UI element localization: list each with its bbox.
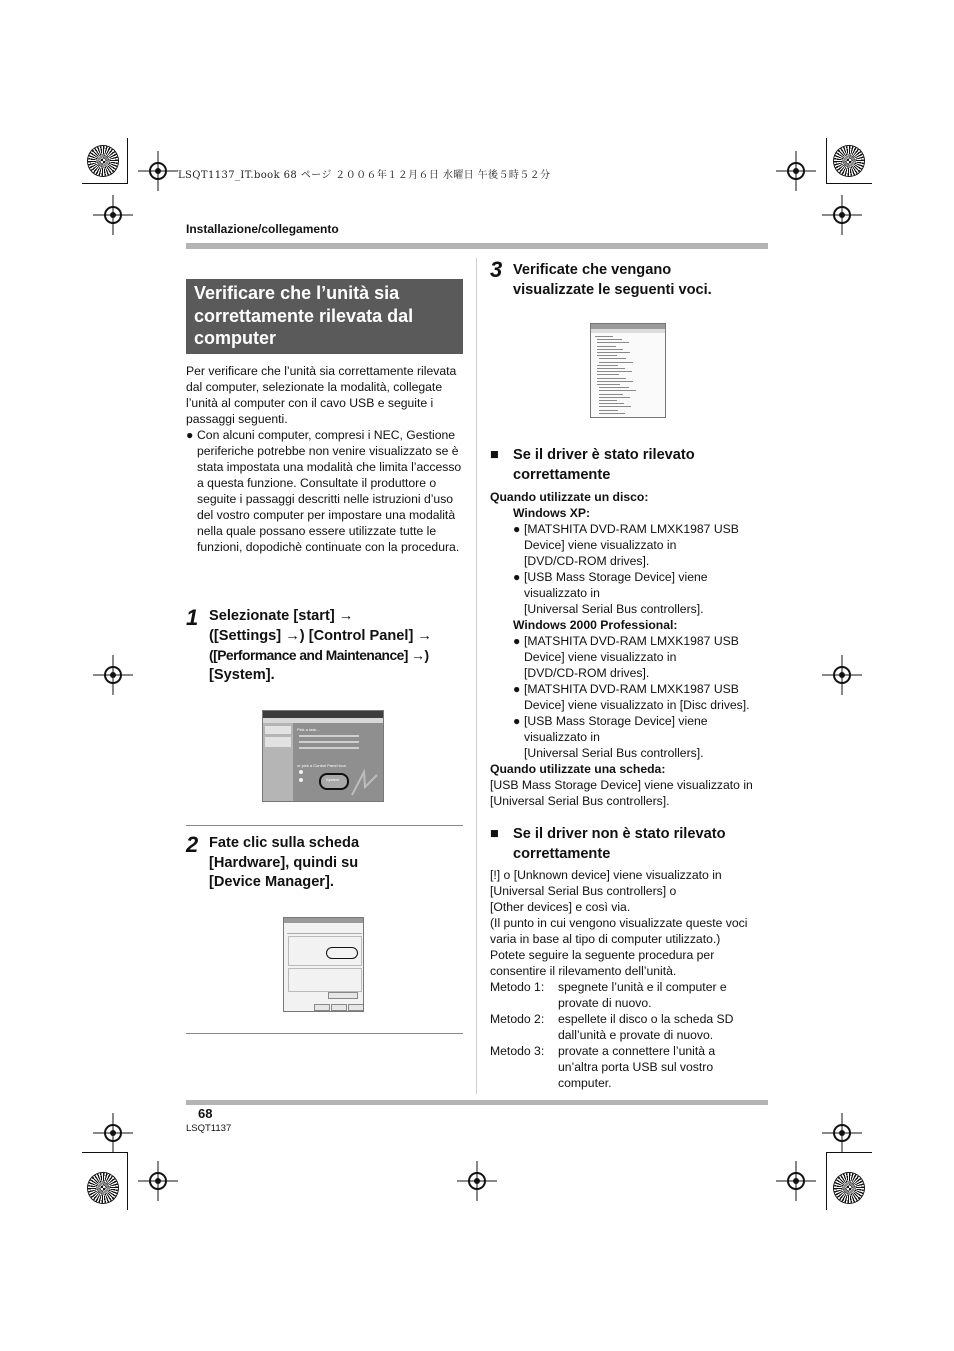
device-manager-screenshot: [590, 323, 666, 418]
list-line: [Universal Serial Bus controllers].: [524, 602, 704, 616]
note-bullet: [186, 427, 463, 555]
text-line: [USB Mass Storage Device] viene visualizzato in: [490, 778, 753, 792]
crosshair-icon: [138, 1161, 178, 1201]
list-item: [513, 521, 775, 569]
tree-line: [599, 397, 630, 398]
divider: [186, 825, 463, 826]
windows-2000-label: Windows 2000 Professional:: [513, 618, 678, 632]
text-line: [Universal Serial Bus controllers].: [490, 794, 670, 808]
list-line: [DVD/CD-ROM drives].: [524, 554, 650, 568]
method-line: computer.: [558, 1076, 612, 1090]
step-line: ([Performance and Maintenance] →): [209, 648, 429, 663]
column-divider: [476, 258, 477, 1094]
step-line: [Hardware], quindi su: [209, 854, 359, 871]
list-line: visualizzato in: [524, 730, 600, 744]
tree-line: [595, 336, 613, 337]
bullet-icon: ●: [513, 570, 521, 584]
crosshair-icon: [93, 1113, 133, 1153]
list-line: Device] viene visualizzato in [Disc drives].: [524, 698, 750, 712]
crosshair-icon: [822, 655, 862, 695]
method-line: un’altra porta USB sul vostro: [558, 1060, 714, 1074]
tree-line: [599, 394, 623, 395]
print-header: LSQT1137_IT.book 68 ページ ２００６年１２月６日 水曜日 午後５時５２分: [178, 170, 551, 181]
footer-rule: [186, 1100, 768, 1105]
xp-list: [513, 521, 775, 617]
intro-paragraph: Per verificare che l’unità sia correttamente rilevata dal computer, selezionate la modalità, collegate l’unità al computer con il cavo USB e seguite i passaggi seguenti.: [186, 364, 457, 426]
w2k-list: [513, 633, 775, 761]
screenshot-caption: System: [326, 777, 340, 782]
section-label: Installazione/collegamento: [186, 222, 339, 236]
list-line: [DVD/CD-ROM drives].: [524, 666, 650, 680]
bullet-icon: ●: [513, 522, 521, 536]
tree-line: [597, 374, 619, 375]
bullet-icon: ●: [513, 682, 521, 696]
list-line: [USB Mass Storage Device] viene: [524, 714, 708, 728]
crosshair-icon: [822, 195, 862, 235]
note-text: Con alcuni computer, compresi i NEC, Gestione periferiche potrebbe non venire visualizzato se è stata impostata una modalità che limita l’accesso a questa funzione. Consultate il produttore o seguite i passaggi descritti nelle istruzioni d’uso del vostro computer per impostare una modalità nella quale possano essere utilizzate tutte le funzioni, dopodichè continuate con la procedura.: [197, 428, 462, 554]
registration-rosette: [834, 146, 864, 176]
step-line: Selezionate [start] →: [209, 608, 354, 624]
text-line: [!] o [Unknown device] viene visualizzato in: [490, 868, 722, 882]
subheading-line: correttamente: [513, 845, 611, 862]
list-item: [513, 569, 775, 617]
crosshair-icon: [457, 1161, 497, 1201]
methods-list: [490, 979, 770, 1091]
square-bullet-icon: ■: [490, 826, 499, 842]
list-line: [MATSHITA DVD-RAM LMXK1987 USB: [524, 522, 739, 536]
method-line: provate di nuovo.: [558, 996, 652, 1010]
step-line: Verificate che vengano: [513, 262, 672, 278]
step-line: ([Settings] →) [Control Panel] →: [209, 627, 432, 644]
screenshot-caption: Pick a task...: [297, 727, 320, 732]
tree-line: [599, 390, 636, 391]
method-line: dall’unità e provate di nuovo.: [558, 1028, 714, 1042]
tree-line: [597, 352, 630, 353]
text-line: (Il punto in cui vengono visualizzate queste voci: [490, 916, 748, 930]
list-item: [513, 681, 775, 713]
card-label: Quando utilizzate una scheda:: [490, 762, 666, 776]
control-panel-screenshot: [262, 710, 384, 802]
text-line: Potete seguire la seguente procedura per: [490, 948, 715, 962]
tree-line: [597, 378, 626, 379]
bullet-icon: ●: [186, 428, 194, 442]
tree-line: [599, 358, 626, 359]
method-label: Metodo 3:: [490, 1044, 545, 1058]
document-code: LSQT1137: [186, 1123, 232, 1134]
tree-line: [599, 413, 625, 414]
square-bullet-icon: ■: [490, 447, 499, 463]
tree-line: [597, 365, 618, 366]
tree-line: [597, 339, 622, 340]
tree-line: [599, 406, 631, 407]
crosshair-icon: [822, 1113, 862, 1153]
tree-line: [597, 355, 617, 356]
tree-line: [599, 362, 633, 363]
step-number: 3: [490, 257, 503, 282]
crosshair-icon: [138, 151, 178, 191]
bullet-icon: ●: [513, 634, 521, 648]
tree-line: [599, 403, 624, 404]
method-line: espellete il disco o la scheda SD: [558, 1012, 734, 1026]
text-line: [Universal Serial Bus controllers] o: [490, 884, 677, 898]
list-line: [MATSHITA DVD-RAM LMXK1987 USB: [524, 634, 739, 648]
tree-line: [599, 410, 618, 411]
tree-line: [597, 349, 623, 350]
not-found-text: [490, 867, 770, 979]
tree-line: [597, 346, 616, 347]
windows-xp-label: Windows XP:: [513, 506, 591, 520]
list-line: [MATSHITA DVD-RAM LMXK1987 USB: [524, 682, 739, 696]
disc-label: Quando utilizzate un disco:: [490, 490, 649, 504]
tree-line: [597, 381, 633, 382]
list-item: [513, 713, 775, 761]
crosshair-icon: [776, 151, 816, 191]
tree-line: [597, 371, 632, 372]
registration-rosette: [834, 1173, 864, 1203]
text-line: varia in base al tipo di computer utilizzato.): [490, 932, 721, 946]
crosshair-icon: [93, 655, 133, 695]
tree-line: [597, 342, 629, 343]
page-title: Verificare che l’unità sia correttamente rilevata dal computer: [186, 279, 463, 354]
registration-rosette: [88, 146, 118, 176]
list-line: Device] viene visualizzato in: [524, 650, 677, 664]
divider: [186, 1033, 463, 1034]
tree-line: [599, 387, 629, 388]
list-line: [USB Mass Storage Device] viene: [524, 570, 708, 584]
step-number: 2: [186, 832, 199, 857]
crosshair-icon: [776, 1161, 816, 1201]
step-line: visualizzate le seguenti voci.: [513, 281, 712, 298]
list-item: [513, 633, 775, 681]
card-text: [490, 777, 770, 809]
registration-rosette: [88, 1173, 118, 1203]
method-item: [490, 1011, 770, 1043]
step-number: 1: [186, 605, 199, 630]
step-line: [Device Manager].: [209, 874, 334, 890]
text-line: [Other devices] e così via.: [490, 900, 631, 914]
page-number: 68: [198, 1106, 213, 1121]
step-line: [System].: [209, 666, 275, 683]
method-line: provate a connettere l’unità a: [558, 1044, 716, 1058]
method-label: Metodo 2:: [490, 1012, 545, 1026]
tree-line: [597, 384, 620, 385]
step-line: Fate clic sulla scheda: [209, 835, 360, 851]
method-item: [490, 979, 770, 1011]
list-line: visualizzato in: [524, 586, 600, 600]
bullet-icon: ●: [513, 714, 521, 728]
list-line: Device] viene visualizzato in: [524, 538, 677, 552]
tree-line: [597, 368, 625, 369]
subheading-line: Se il driver è stato rilevato: [513, 447, 695, 463]
method-item: [490, 1043, 770, 1091]
system-properties-screenshot: [283, 917, 364, 1012]
header-rule: [186, 243, 768, 249]
method-label: Metodo 1:: [490, 980, 545, 994]
subheading-line: Se il driver non è stato rilevato: [513, 826, 726, 842]
subheading-line: correttamente: [513, 466, 611, 483]
list-line: [Universal Serial Bus controllers].: [524, 746, 704, 760]
screenshot-caption: or pick a Control Panel icon: [297, 763, 346, 768]
tree-line: [599, 400, 617, 401]
text-line: consentire il rilevamento dell’unità.: [490, 964, 677, 978]
crosshair-icon: [93, 195, 133, 235]
method-line: spegnete l’unità e il computer e: [558, 980, 727, 994]
